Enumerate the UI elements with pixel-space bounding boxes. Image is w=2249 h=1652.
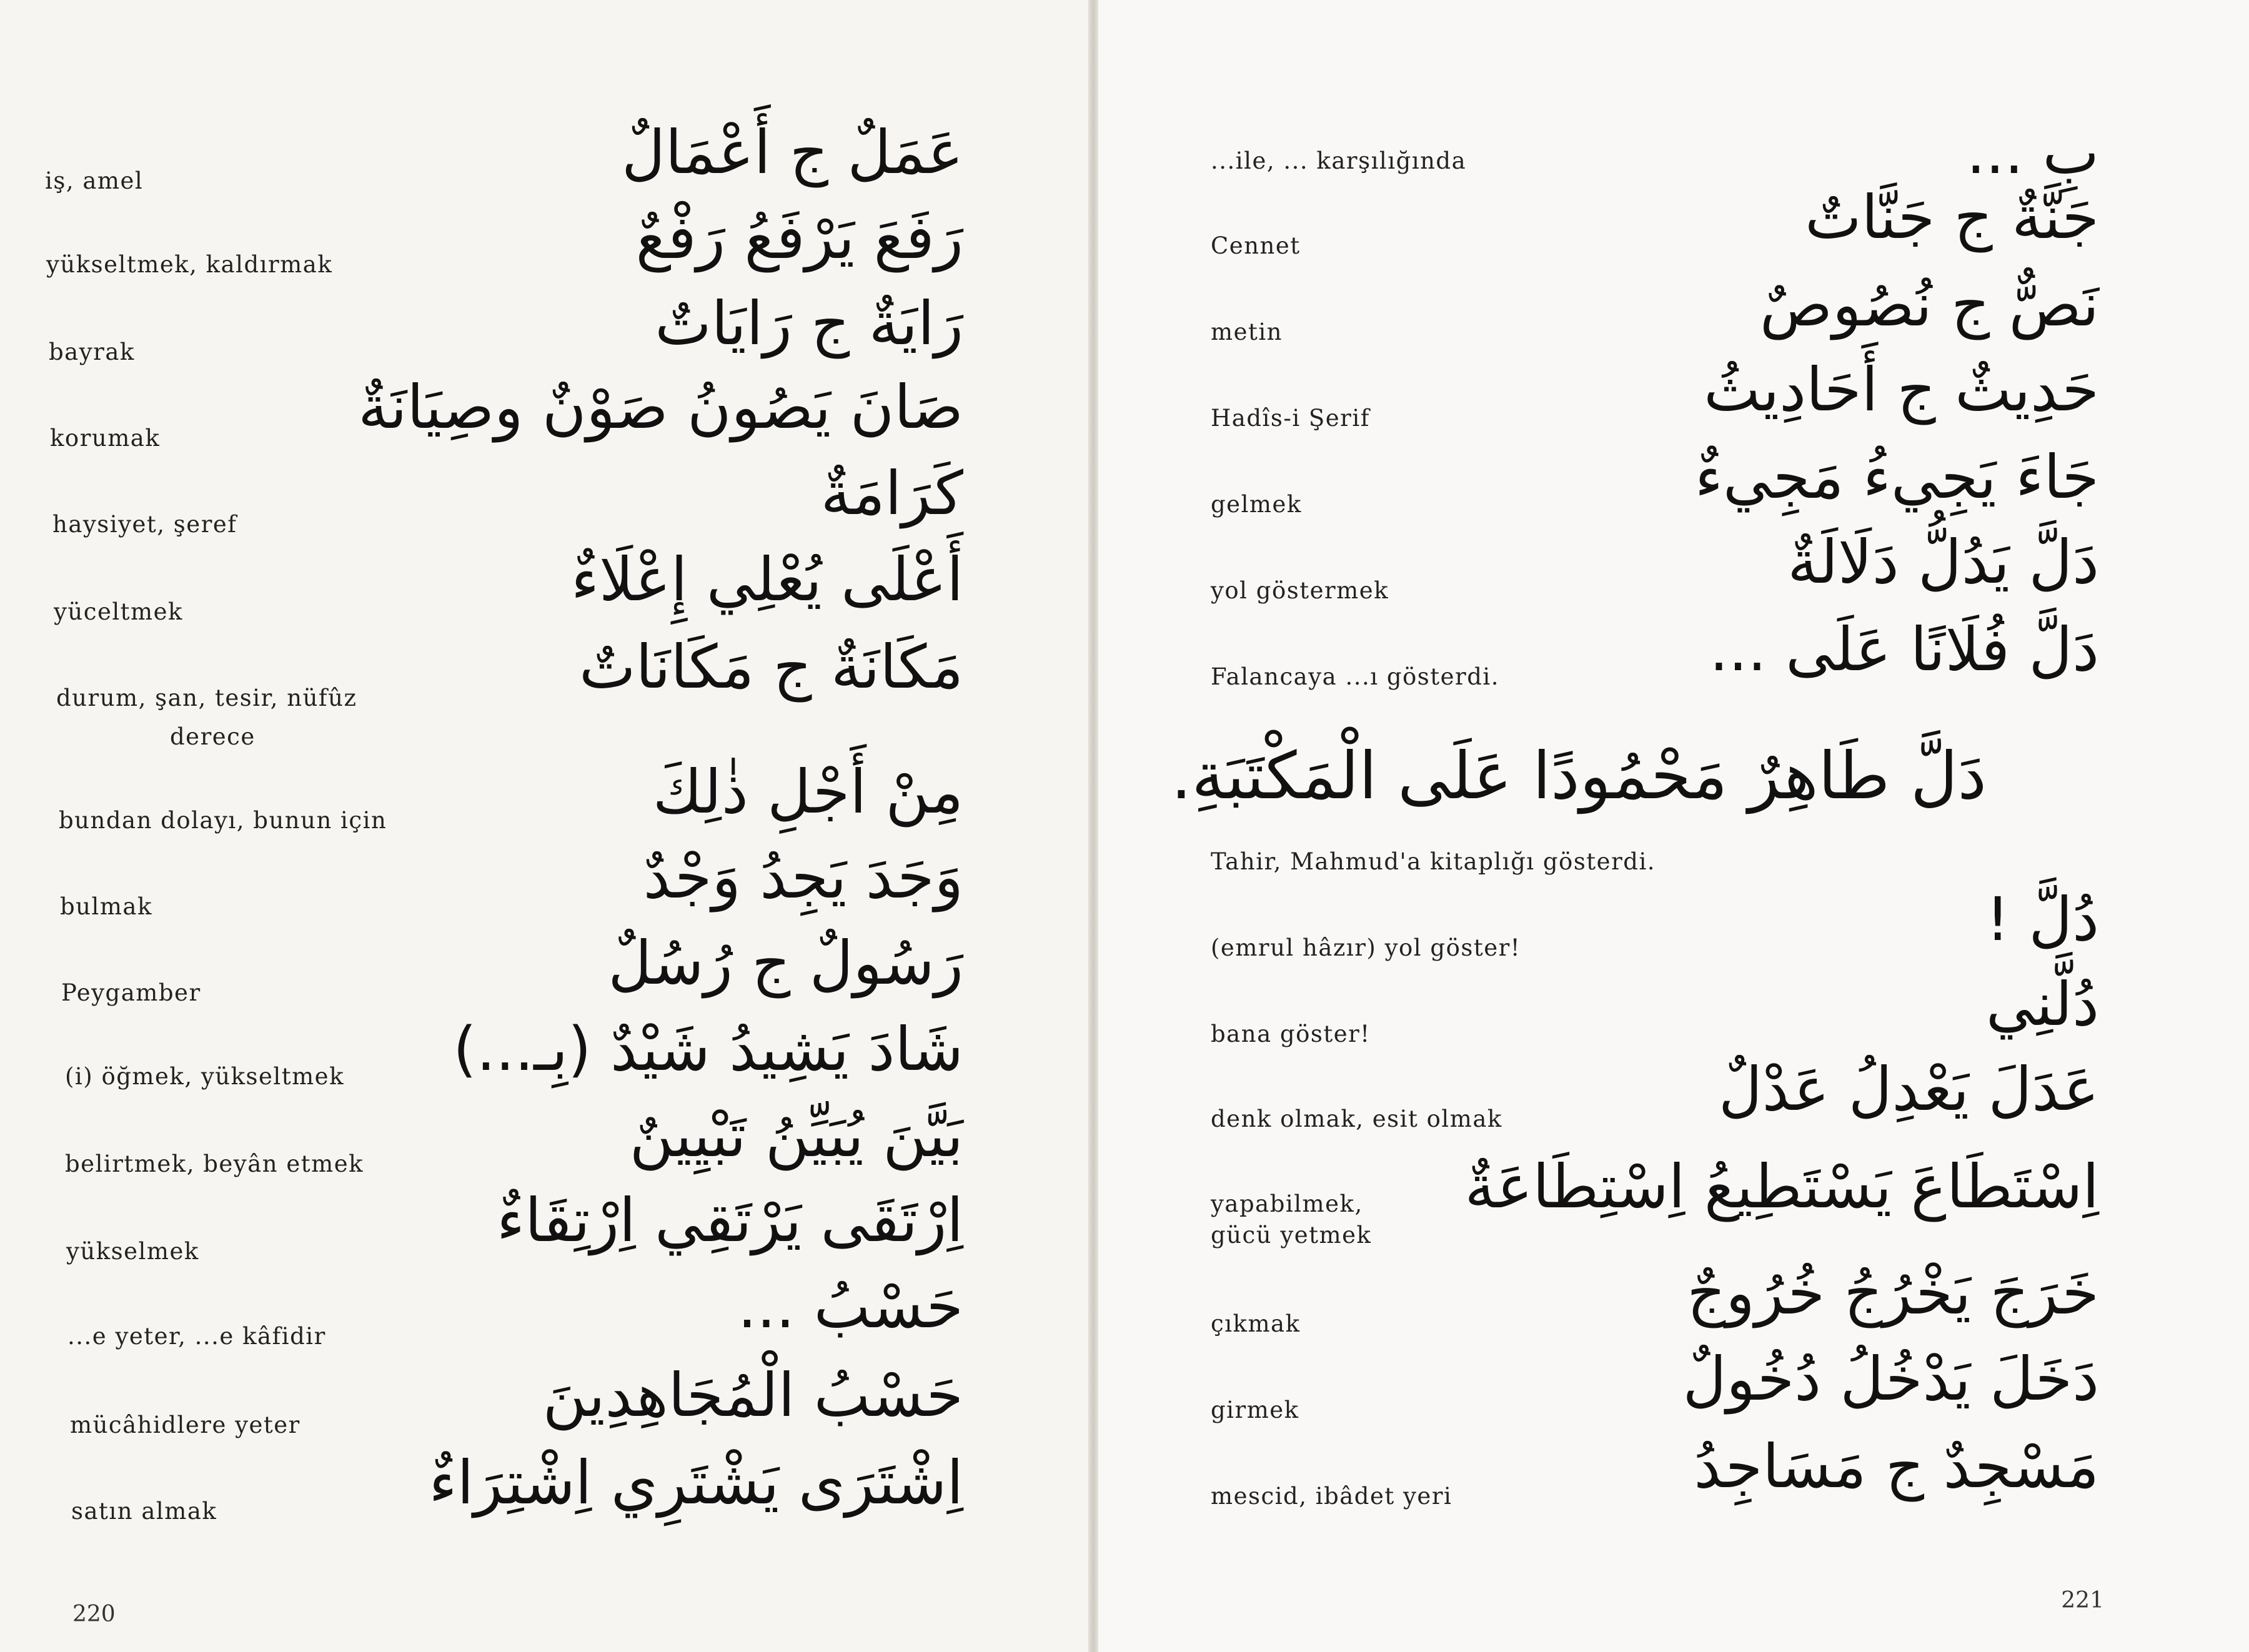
right-page	[1098, 0, 2249, 1652]
turkish-gloss: haysiyet, şeref	[52, 511, 237, 538]
turkish-gloss: girmek	[1211, 1397, 1299, 1423]
turkish-gloss: bana göster!	[1211, 1021, 1371, 1047]
turkish-gloss: bayrak	[49, 339, 135, 365]
turkish-gloss: yükseltmek, kaldırmak	[46, 251, 333, 278]
left-page	[0, 0, 1088, 1652]
arabic-entry: دَلَّ يَدُلُّ دَلَالَةٌ	[1787, 527, 2099, 597]
arabic-entry: اِسْتَطَاعَ يَسْتَطِيعُ اِسْتِطَاعَةٌ	[1464, 1152, 2099, 1222]
turkish-gloss: belirtmek, beyân etmek	[65, 1150, 364, 1177]
turkish-gloss: mücâhidlere yeter	[70, 1412, 300, 1438]
arabic-entry: حَدِيثٌ ج أَحَادِيثُ	[1704, 355, 2099, 425]
turkish-gloss: yol göstermek	[1211, 577, 1389, 604]
arabic-entry: مَسْجِدٌ ج مَسَاجِدُ	[1694, 1432, 2099, 1501]
arabic-example-sentence: دَلَّ طَاهِرٌ مَحْمُودًا عَلَى الْمَكْتَبَةِ.	[1171, 738, 1987, 814]
turkish-gloss: korumak	[50, 425, 161, 452]
arabic-entry: وَجَدَ يَجِدُ وَجْدٌ	[643, 842, 963, 912]
arabic-entry: عَمَلٌ ج أَعْمَالٌ	[622, 117, 963, 187]
arabic-entry: حَسْبُ الْمُجَاهِدِينَ	[542, 1360, 963, 1430]
arabic-entry: نَصٌّ ج نُصُوصٌ	[1760, 270, 2099, 340]
arabic-entry: دَخَلَ يَدْخُلُ دُخُولٌ	[1682, 1344, 2099, 1414]
turkish-gloss: yükselmek	[66, 1238, 199, 1265]
arabic-entry: مِنْ أَجْلِ ذٰلِكَ	[652, 757, 963, 827]
arabic-entry: دُلَّ !	[1985, 884, 2099, 954]
turkish-gloss: durum, şan, tesir, nüfûz	[56, 685, 357, 711]
turkish-gloss: bulmak	[60, 893, 152, 920]
turkish-gloss: çıkmak	[1211, 1310, 1301, 1337]
turkish-gloss: satın almak	[71, 1498, 217, 1525]
turkish-gloss: Peygamber	[61, 979, 201, 1006]
turkish-gloss-line2: derece	[170, 723, 256, 750]
page-number: 220	[72, 1601, 116, 1627]
arabic-entry: بَيَّنَ يُبَيِّنُ تَبْيِينٌ	[629, 1101, 963, 1170]
arabic-entry: حَسْبُ ...	[737, 1272, 963, 1342]
turkish-gloss: (i) öğmek, yükseltmek	[65, 1063, 344, 1090]
turkish-gloss: (emrul hâzır) yol göster!	[1211, 934, 1521, 961]
turkish-gloss: denk olmak, esit olmak	[1211, 1105, 1502, 1132]
arabic-entry: عَدَلَ يَعْدِلُ عَدْلٌ	[1718, 1054, 2099, 1124]
page-number: 221	[2061, 1588, 2104, 1613]
turkish-gloss: metin	[1211, 319, 1283, 345]
turkish-gloss: Cennet	[1211, 232, 1301, 259]
arabic-entry: أَعْلَى يُعْلِي إِعْلَاءٌ	[571, 545, 963, 615]
turkish-gloss: ...e yeter, ...e kâfidir	[67, 1323, 326, 1350]
arabic-entry: جَاءَ يَجِيءُ مَجِيءٌ	[1694, 442, 2099, 512]
turkish-gloss: yüceltmek	[54, 598, 183, 625]
arabic-entry: رَايَةٌ ج رَايَاتٌ	[655, 289, 963, 359]
arabic-entry: بِ ...	[1966, 117, 2099, 187]
arabic-entry: اِرْتَقَى يَرْتَقِي اِرْتِقَاءٌ	[496, 1185, 963, 1255]
arabic-entry: شَادَ يَشِيدُ شَيْدٌ (بِـ...)	[453, 1014, 963, 1084]
book-gutter	[1088, 0, 1098, 1652]
arabic-entry: اِشْتَرَى يَشْتَرِي اِشْتِرَاءٌ	[429, 1448, 963, 1518]
turkish-gloss: mescid, ibâdet yeri	[1211, 1483, 1452, 1510]
turkish-gloss: iş, amel	[45, 167, 144, 194]
arabic-entry: صَانَ يَصُونُ صَوْنٌ وصِيَانَةٌ	[358, 372, 963, 442]
arabic-entry: جَنَّةٌ ج جَنَّاتٌ	[1805, 182, 2099, 252]
arabic-entry: مَكَانَةٌ ج مَكَانَاتٌ	[579, 632, 963, 702]
arabic-entry: خَرَجَ يَخْرُجُ خُرُوجٌ	[1687, 1258, 2099, 1328]
turkish-gloss-line2: gücü yetmek	[1211, 1222, 1372, 1249]
arabic-entry: كَرَامَةٌ	[820, 458, 963, 528]
arabic-entry: دَلَّ فُلَانًا عَلَى ...	[1709, 615, 2099, 685]
turkish-gloss: Falancaya ...ı gösterdi.	[1211, 663, 1500, 690]
arabic-entry: رَسُولٌ ج رُسُلٌ	[608, 928, 963, 998]
arabic-entry: رَفَعَ يَرْفَعُ رَفْعٌ	[635, 202, 963, 272]
turkish-gloss: Hadîs-i Şerif	[1211, 405, 1370, 432]
arabic-entry: دُلَّنِي	[1986, 969, 2099, 1039]
turkish-gloss: yapabilmek,	[1211, 1190, 1363, 1217]
turkish-gloss: ...ile, ... karşılığında	[1211, 147, 1467, 174]
turkish-gloss: gelmek	[1211, 491, 1302, 518]
example-translation: Tahir, Mahmud'a kitaplığı gösterdi.	[1211, 848, 1656, 875]
turkish-gloss: bundan dolayı, bunun için	[59, 807, 387, 834]
